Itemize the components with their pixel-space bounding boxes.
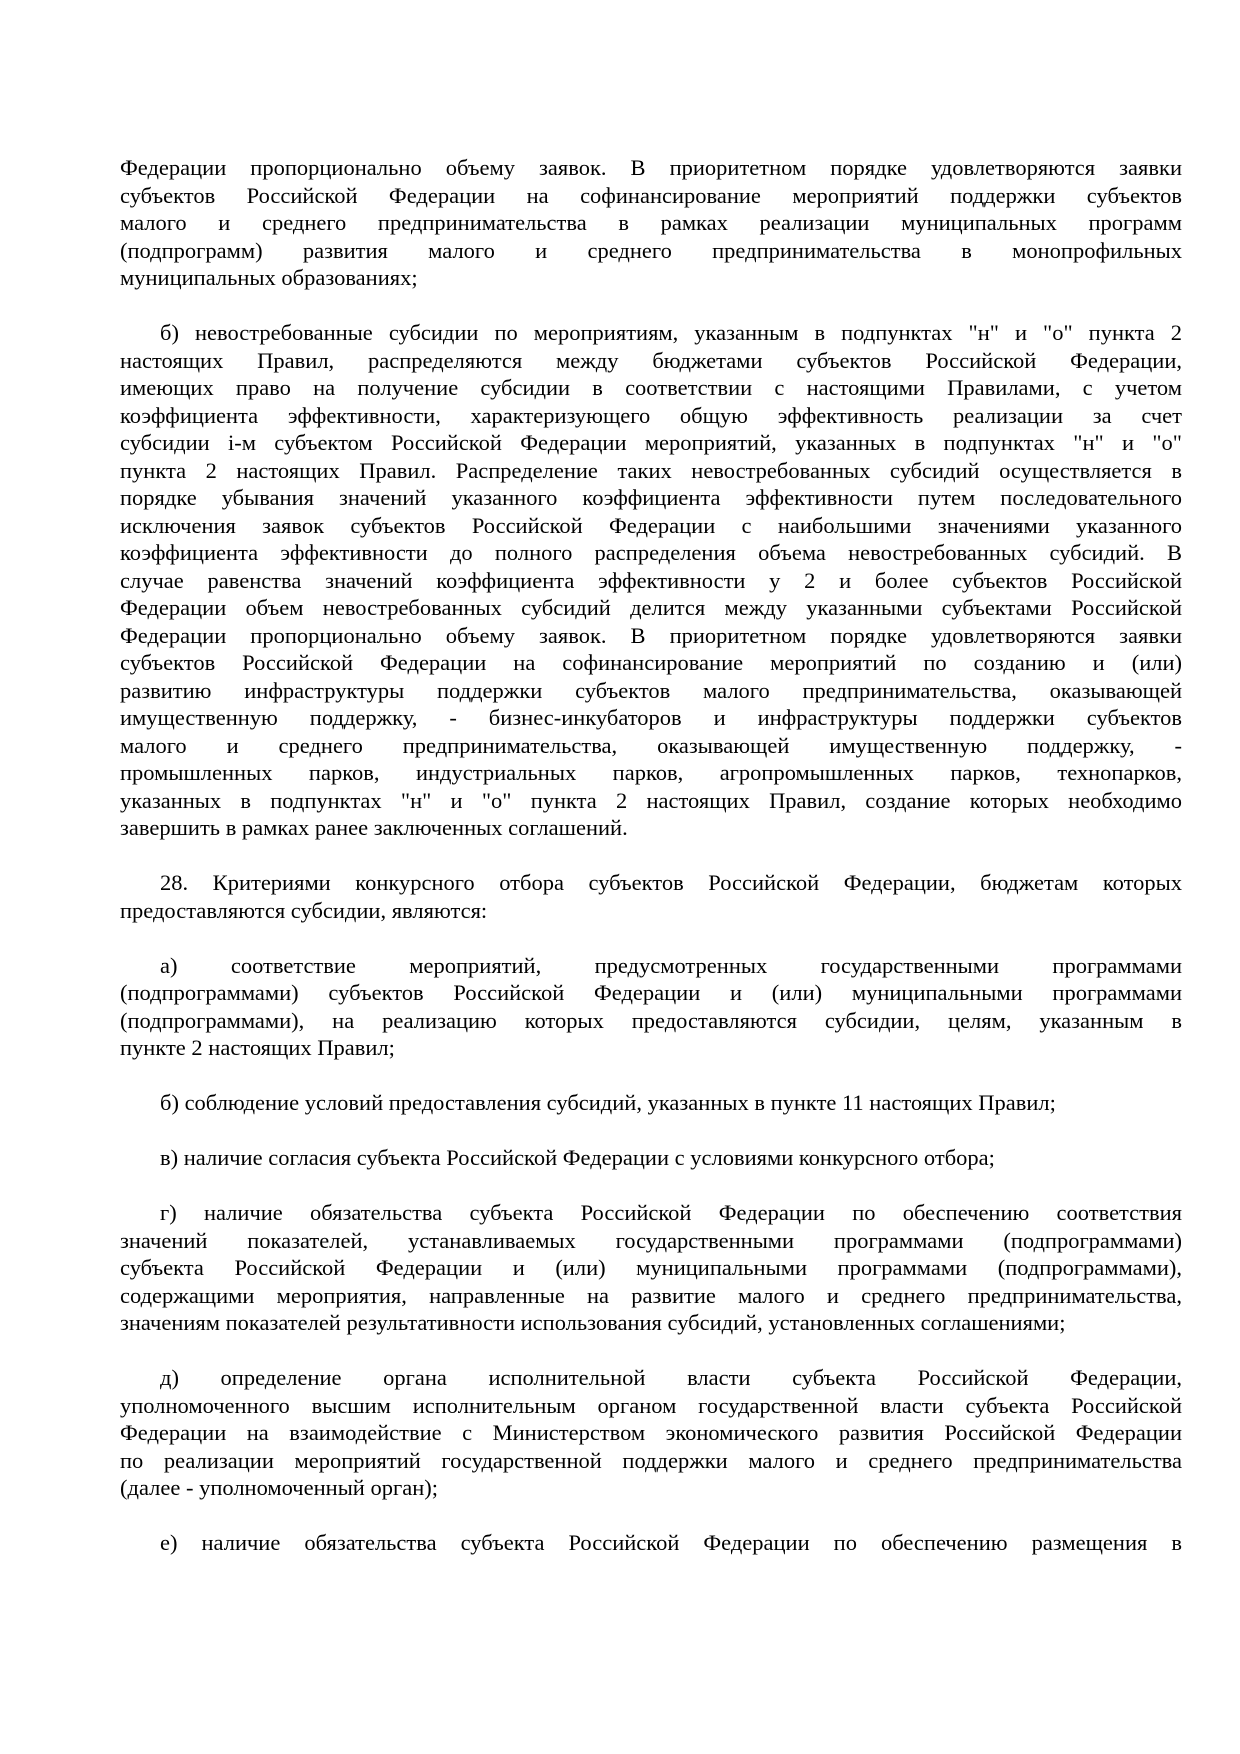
paragraph xyxy=(120,154,1182,292)
paragraph xyxy=(120,319,1182,842)
text-line: субъектов Российской Федерации на софинансирование мероприятий по созданию и (или) xyxy=(120,650,1182,675)
text-line: Федерации пропорционально объему заявок. В приоритетном порядке удовлетворяются заявки xyxy=(120,622,1182,648)
paragraph xyxy=(120,1364,1182,1502)
text-line: в) наличие согласия субъекта Российской Федерации с условиями конкурсного отбора; xyxy=(160,1145,995,1170)
paragraph xyxy=(120,869,1182,924)
text-line: промышленных парков, индустриальных парков, агропромышленных парков, технопарков, xyxy=(120,760,1182,785)
paragraph xyxy=(120,1089,1182,1117)
text-line: имущественную поддержку, - бизнес-инкубаторов и инфраструктуры поддержки субъектов xyxy=(120,705,1182,730)
text-line: малого и среднего предпринимательства в рамках реализации муниципальных программ xyxy=(120,210,1182,235)
text-line: исключения заявок субъектов Российской Федерации с наибольшими значениями указанного xyxy=(120,512,1182,538)
text-line: малого и среднего предпринимательства, оказывающей имущественную поддержку, - xyxy=(120,732,1182,758)
text-line: случае равенства значений коэффициента эффективности у 2 и более субъектов Российской xyxy=(120,567,1182,593)
text-line: субсидии i-м субъектом Российской Федерации мероприятий, указанных в подпунктах "н" и "о" xyxy=(120,430,1182,455)
text-line: пункте 2 настоящих Правил; xyxy=(120,1035,395,1060)
text-line: д) определение органа исполнительной власти субъекта Российской Федерации, xyxy=(160,1365,1182,1390)
text-line: значениям показателей результативности использования субсидий, установленных соглашениями; xyxy=(120,1310,1066,1335)
text-line: (подпрограмм) развития малого и среднего предпринимательства в монопрофильных xyxy=(120,237,1182,263)
text-line: 28. Критериями конкурсного отбора субъектов Российской Федерации, бюджетам которых xyxy=(160,870,1182,895)
text-line: порядке убывания значений указанного коэффициента эффективности путем последовательного xyxy=(120,485,1182,510)
text-line: б) невостребованные субсидии по мероприятиям, указанным в подпунктах "н" и "о" пункта 2 xyxy=(160,320,1182,345)
paragraph xyxy=(120,952,1182,1062)
text-line: указанных в подпунктах "н" и "о" пункта 2 настоящих Правил, создание которых необходимо xyxy=(120,787,1182,813)
text-line: значений показателей, устанавливаемых государственными программами (подпрограммами) xyxy=(120,1227,1182,1253)
text-line: развитию инфраструктуры поддержки субъектов малого предпринимательства, оказывающей xyxy=(120,677,1182,703)
text-line: (подпрограммами), на реализацию которых предоставляются субсидии, целям, указанным в xyxy=(120,1007,1182,1033)
text-line: уполномоченного высшим исполнительным органом государственной власти субъекта Российской xyxy=(120,1392,1182,1418)
text-line: по реализации мероприятий государственной поддержки малого и среднего предпринимательства xyxy=(120,1447,1182,1473)
text-line: Федерации пропорционально объему заявок. В приоритетном порядке удовлетворяются заявки xyxy=(120,155,1182,180)
text-line: б) соблюдение условий предоставления субсидий, указанных в пункте 11 настоящих Правил; xyxy=(160,1090,1056,1115)
text-line: завершить в рамках ранее заключенных соглашений. xyxy=(120,815,628,840)
text-line: Федерации на взаимодействие с Министерством экономического развития Российской Федерации xyxy=(120,1420,1182,1445)
text-line: а) соответствие мероприятий, предусмотренных государственными программами xyxy=(160,952,1182,978)
text-line: пункта 2 настоящих Правил. Распределение таких невостребованных субсидий осуществляется в xyxy=(120,457,1182,483)
text-line: коэффициента эффективности до полного распределения объема невостребованных субсидий. В xyxy=(120,540,1182,565)
text-line: субъекта Российской Федерации и (или) муниципальными программами (подпрограммами), xyxy=(120,1255,1182,1280)
paragraph xyxy=(120,1529,1182,1557)
document-page xyxy=(120,154,1182,1584)
text-line: коэффициента эффективности, характеризующего общую эффективность реализации за счет xyxy=(120,402,1182,428)
text-line: (далее - уполномоченный орган); xyxy=(120,1475,438,1500)
text-line: имеющих право на получение субсидии в соответствии с настоящими Правилами, с учетом xyxy=(120,375,1182,400)
text-line: настоящих Правил, распределяются между бюджетами субъектов Российской Федерации, xyxy=(120,347,1182,373)
text-line: (подпрограммами) субъектов Российской Федерации и (или) муниципальными программами xyxy=(120,980,1182,1005)
text-line: г) наличие обязательства субъекта Российской Федерации по обеспечению соответствия xyxy=(160,1200,1182,1225)
text-line: муниципальных образованиях; xyxy=(120,265,418,290)
paragraph xyxy=(120,1144,1182,1172)
text-line: Федерации объем невостребованных субсидий делится между указанными субъектами Российской xyxy=(120,595,1182,620)
text-line: содержащими мероприятия, направленные на развитие малого и среднего предпринимательства, xyxy=(120,1282,1182,1308)
text-line: предоставляются субсидии, являются: xyxy=(120,897,488,923)
text-line: субъектов Российской Федерации на софинансирование мероприятий поддержки субъектов xyxy=(120,182,1182,208)
text-line: е) наличие обязательства субъекта Российской Федерации по обеспечению размещения в xyxy=(160,1530,1182,1555)
paragraph xyxy=(120,1199,1182,1337)
